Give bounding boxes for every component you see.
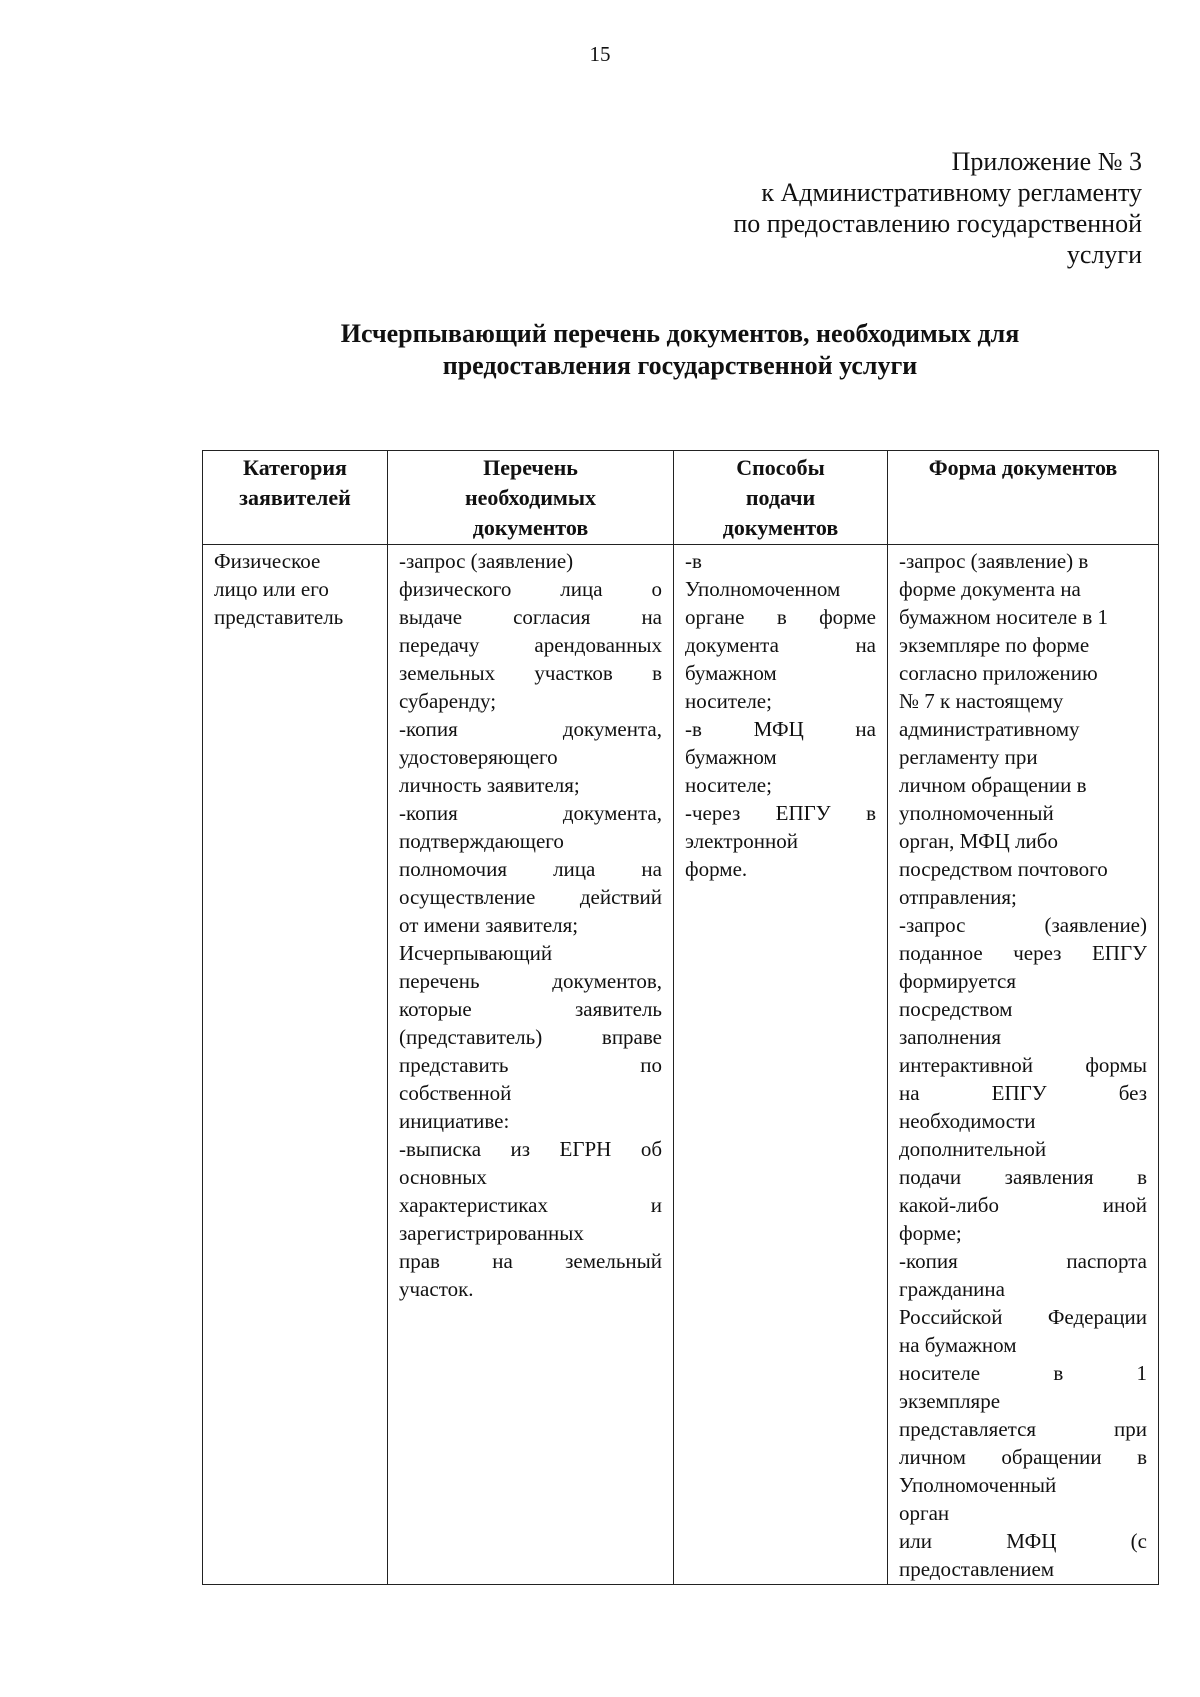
cell-line: форме;: [899, 1221, 962, 1245]
cell-line: бумажном: [685, 745, 777, 769]
cell-line: -через ЕПГУ в: [685, 801, 876, 825]
cell-documents: [388, 545, 674, 1585]
cell-line: формируется: [899, 969, 1016, 993]
appendix-line: услуги: [1066, 240, 1142, 269]
cell-line: -запрос (заявление) в: [899, 549, 1089, 573]
cell-forms: [888, 545, 1159, 1585]
cell-line: носителе;: [685, 773, 772, 797]
cell-line: или МФЦ (с: [899, 1529, 1147, 1553]
cell-line: № 7 к настоящему: [899, 689, 1064, 713]
header-documents: [388, 451, 674, 545]
cell-line: -копия документа,: [399, 717, 662, 741]
cell-line: носителе;: [685, 689, 772, 713]
table-header-row: [203, 451, 1159, 545]
cell-line: на бумажном: [899, 1333, 1017, 1357]
cell-line: гражданина: [899, 1277, 1005, 1301]
cell-line: выдаче согласия на: [399, 605, 662, 629]
cell-category: [203, 545, 388, 1585]
cell-line: зарегистрированных: [399, 1221, 584, 1245]
cell-line: органе в форме: [685, 605, 876, 629]
cell-line: экземпляре по форме: [899, 633, 1090, 657]
cell-line: бумажном носителе в 1: [899, 605, 1108, 629]
cell-line: форме.: [685, 857, 748, 881]
cell-line: Уполномоченный: [899, 1473, 1057, 1497]
cell-line: посредством почтового: [899, 857, 1108, 881]
cell-line: носителе в 1: [899, 1361, 1147, 1385]
cell-line: осуществление действий: [399, 885, 662, 909]
cell-line: -запрос (заявление): [899, 913, 1147, 937]
cell-line: -запрос (заявление): [399, 549, 574, 573]
header-line: Перечень: [483, 455, 578, 480]
cell-line: полномочия лица на: [399, 857, 662, 881]
header-category: [203, 451, 388, 545]
header-line: заявителей: [239, 485, 351, 510]
cell-line: административному: [899, 717, 1080, 741]
cell-line: предоставлением: [899, 1557, 1055, 1581]
cell-line: Российской Федерации: [899, 1305, 1147, 1329]
cell-line: собственной: [399, 1081, 512, 1105]
cell-line: -выписка из ЕГРН об: [399, 1137, 662, 1161]
cell-line: Физическое: [214, 549, 321, 573]
header-line: документов: [472, 515, 589, 540]
cell-line: передачу арендованных: [399, 633, 662, 657]
cell-line: инициативе:: [399, 1109, 510, 1133]
cell-methods: [674, 545, 888, 1585]
cell-line: субаренду;: [399, 689, 497, 713]
appendix-line: по предоставлению государственной: [733, 209, 1142, 238]
cell-line: личном обращении в: [899, 773, 1087, 797]
title-line: предоставления государственной услуги: [442, 351, 918, 380]
cell-line: -в МФЦ на: [685, 717, 876, 741]
appendix-line: к Административному регламенту: [761, 178, 1142, 207]
cell-line: участок.: [399, 1277, 474, 1301]
cell-line: личном обращении в: [899, 1445, 1147, 1469]
cell-line: Исчерпывающий: [399, 941, 553, 965]
appendix-heading: [582, 146, 1142, 270]
title-line: Исчерпывающий перечень документов, необходимых для: [340, 319, 1020, 348]
cell-line: которые заявитель: [399, 997, 662, 1021]
cell-line: прав на земельный: [399, 1249, 662, 1273]
cell-line: подачи заявления в: [899, 1165, 1147, 1189]
cell-line: форме документа на: [899, 577, 1081, 601]
cell-line: -копия документа,: [399, 801, 662, 825]
cell-line: подтверждающего: [399, 829, 564, 853]
cell-line: представитель: [214, 605, 344, 629]
cell-line: представляется при: [899, 1417, 1147, 1441]
cell-line: заполнения: [899, 1025, 1001, 1049]
cell-line: основных: [399, 1165, 487, 1189]
cell-line: земельных участков в: [399, 661, 662, 685]
cell-line: посредством: [899, 997, 1013, 1021]
cell-line: уполномоченный: [899, 801, 1054, 825]
cell-line: какой-либо иной: [899, 1193, 1147, 1217]
cell-line: -копия паспорта: [899, 1249, 1147, 1273]
appendix-line: Приложение № 3: [951, 147, 1142, 176]
cell-line: отправления;: [899, 885, 1017, 909]
cell-line: регламенту при: [899, 745, 1038, 769]
cell-line: дополнительной: [899, 1137, 1047, 1161]
header-line: Категория: [243, 455, 347, 480]
document-title: [300, 318, 1060, 382]
documents-table: [202, 450, 1159, 1585]
header-forms: [888, 451, 1159, 545]
cell-line: электронной: [685, 829, 799, 853]
cell-line: физического лица о: [399, 577, 662, 601]
header-line: подачи: [745, 485, 816, 510]
cell-line: удостоверяющего: [399, 745, 558, 769]
cell-line: на ЕПГУ без: [899, 1081, 1147, 1105]
page-number: 15: [589, 42, 611, 66]
cell-line: орган: [899, 1501, 950, 1525]
cell-line: характеристиках и: [399, 1193, 662, 1217]
cell-line: интерактивной формы: [899, 1053, 1147, 1077]
header-line: необходимых: [464, 485, 597, 510]
cell-line: документа на: [685, 633, 876, 657]
cell-line: согласно приложению: [899, 661, 1098, 685]
cell-line: поданное через ЕПГУ: [899, 941, 1147, 965]
header-line: Способы: [736, 455, 825, 480]
cell-line: Уполномоченном: [685, 577, 841, 601]
cell-line: лицо или его: [214, 577, 329, 601]
cell-line: перечень документов,: [399, 969, 662, 993]
cell-line: (представитель) вправе: [399, 1025, 662, 1049]
cell-line: личность заявителя;: [399, 773, 580, 797]
table-row: [203, 545, 1159, 1585]
header-methods: [674, 451, 888, 545]
cell-line: орган, МФЦ либо: [899, 829, 1058, 853]
cell-line: представить по: [399, 1053, 662, 1077]
cell-line: -в: [685, 549, 702, 573]
cell-line: от имени заявителя;: [399, 913, 579, 937]
cell-line: необходимости: [899, 1109, 1036, 1133]
header-line: документов: [722, 515, 839, 540]
cell-line: экземпляре: [899, 1389, 1001, 1413]
header-line: Форма документов: [928, 455, 1118, 480]
cell-line: бумажном: [685, 661, 777, 685]
